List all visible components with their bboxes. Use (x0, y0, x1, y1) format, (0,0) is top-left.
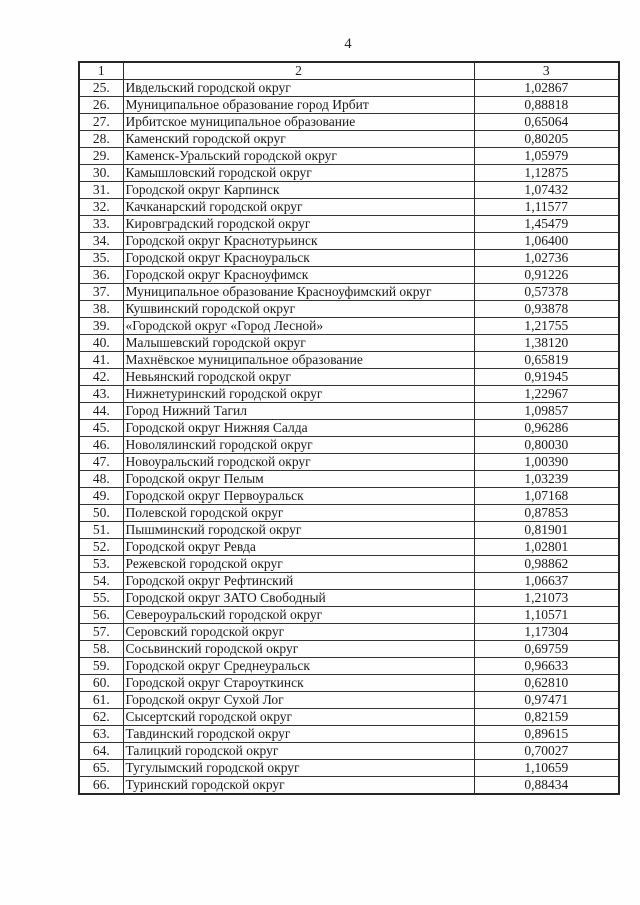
column-header-1: 1 (79, 62, 123, 80)
row-number: 55. (79, 590, 123, 607)
row-number: 52. (79, 539, 123, 556)
row-number: 54. (79, 573, 123, 590)
row-number: 65. (79, 760, 123, 777)
table-row (79, 284, 619, 301)
municipality-name: Сосьвинский городской округ (123, 641, 474, 658)
coefficient-value: 0,89615 (474, 726, 619, 743)
table-row (79, 658, 619, 675)
coefficient-value: 1,07432 (474, 182, 619, 199)
coefficient-value: 1,12875 (474, 165, 619, 182)
municipality-name: Ивдельский городской округ (123, 80, 474, 97)
coefficient-value: 1,10571 (474, 607, 619, 624)
coefficient-value: 0,98862 (474, 556, 619, 573)
page-number: 4 (344, 36, 352, 52)
table-row (79, 522, 619, 539)
coefficient-value: 1,21073 (474, 590, 619, 607)
coefficient-value: 0,80205 (474, 131, 619, 148)
coefficient-value: 0,97471 (474, 692, 619, 709)
coefficient-value: 0,81901 (474, 522, 619, 539)
table-row (79, 743, 619, 760)
row-number: 39. (79, 318, 123, 335)
row-number: 43. (79, 386, 123, 403)
row-number: 58. (79, 641, 123, 658)
municipality-name: Качканарский городской округ (123, 199, 474, 216)
table-row (79, 709, 619, 726)
coefficient-value: 1,22967 (474, 386, 619, 403)
row-number: 64. (79, 743, 123, 760)
row-number: 44. (79, 403, 123, 420)
coefficient-value: 0,65819 (474, 352, 619, 369)
table-row (79, 318, 619, 335)
coefficient-value: 1,21755 (474, 318, 619, 335)
coefficient-value: 1,10659 (474, 760, 619, 777)
row-number: 47. (79, 454, 123, 471)
table-row (79, 607, 619, 624)
municipality-name: Сысертский городской округ (123, 709, 474, 726)
row-number: 35. (79, 250, 123, 267)
table-row (79, 199, 619, 216)
municipality-name: Городской округ Краснотурьинск (123, 233, 474, 250)
municipality-name: Полевской городской округ (123, 505, 474, 522)
municipality-name: Пышминский городской округ (123, 522, 474, 539)
table-row (79, 641, 619, 658)
coefficient-value: 0,82159 (474, 709, 619, 726)
municipality-name: Городской округ Ревда (123, 539, 474, 556)
coefficient-value: 0,70027 (474, 743, 619, 760)
row-number: 49. (79, 488, 123, 505)
municipality-name: Кировградский городской округ (123, 216, 474, 233)
coefficient-value: 0,62810 (474, 675, 619, 692)
municipality-name: Туринский городской округ (123, 777, 474, 795)
coefficient-value: 1,02736 (474, 250, 619, 267)
municipality-name: Кушвинский городской округ (123, 301, 474, 318)
coefficient-value: 1,06400 (474, 233, 619, 250)
table-row (79, 301, 619, 318)
municipality-name: Городской округ Пелым (123, 471, 474, 488)
row-number: 57. (79, 624, 123, 641)
row-number: 32. (79, 199, 123, 216)
table-row (79, 114, 619, 131)
row-number: 25. (79, 80, 123, 97)
row-number: 59. (79, 658, 123, 675)
row-number: 66. (79, 777, 123, 795)
municipality-name: Тугулымский городской округ (123, 760, 474, 777)
table-row (79, 726, 619, 743)
table-row (79, 777, 619, 795)
coefficient-value: 1,02867 (474, 80, 619, 97)
municipality-name: Город Нижний Тагил (123, 403, 474, 420)
coefficient-value: 1,00390 (474, 454, 619, 471)
row-number: 31. (79, 182, 123, 199)
coefficient-value: 0,88818 (474, 97, 619, 114)
coefficient-value: 0,57378 (474, 284, 619, 301)
table-row (79, 182, 619, 199)
municipality-name: «Городской округ «Город Лесной» (123, 318, 474, 335)
row-number: 36. (79, 267, 123, 284)
row-number: 48. (79, 471, 123, 488)
table-row (79, 352, 619, 369)
municipality-name: Тавдинский городской округ (123, 726, 474, 743)
table-row (79, 471, 619, 488)
municipality-name: Североуральский городской округ (123, 607, 474, 624)
row-number: 27. (79, 114, 123, 131)
coefficient-value: 1,02801 (474, 539, 619, 556)
row-number: 56. (79, 607, 123, 624)
row-number: 38. (79, 301, 123, 318)
row-number: 37. (79, 284, 123, 301)
coefficient-value: 1,03239 (474, 471, 619, 488)
municipality-name: Городской округ Староуткинск (123, 675, 474, 692)
table-row (79, 624, 619, 641)
table-row (79, 80, 619, 97)
municipality-name: Каменск-Уральский городской округ (123, 148, 474, 165)
coefficient-value: 1,45479 (474, 216, 619, 233)
municipality-name: Городской округ Сухой Лог (123, 692, 474, 709)
table-row (79, 556, 619, 573)
municipality-name: Городской округ Первоуральск (123, 488, 474, 505)
coefficient-value: 1,38120 (474, 335, 619, 352)
municipality-name: Махнёвское муниципальное образование (123, 352, 474, 369)
table-row (79, 420, 619, 437)
municipality-name: Городской округ Среднеуральск (123, 658, 474, 675)
row-number: 29. (79, 148, 123, 165)
coefficient-value: 1,09857 (474, 403, 619, 420)
table-row (79, 148, 619, 165)
column-header-3: 3 (474, 62, 619, 80)
coefficient-value: 0,87853 (474, 505, 619, 522)
municipality-name: Серовский городской округ (123, 624, 474, 641)
municipality-name: Городской округ Красноуфимск (123, 267, 474, 284)
coefficient-value: 0,93878 (474, 301, 619, 318)
municipality-name: Городской округ Нижняя Салда (123, 420, 474, 437)
municipality-name: Камышловский городской округ (123, 165, 474, 182)
row-number: 46. (79, 437, 123, 454)
table-row (79, 250, 619, 267)
table-row (79, 403, 619, 420)
coefficient-value: 1,11577 (474, 199, 619, 216)
table-row (79, 454, 619, 471)
column-header-2: 2 (123, 62, 474, 80)
table-row (79, 386, 619, 403)
coefficient-value: 0,91945 (474, 369, 619, 386)
row-number: 42. (79, 369, 123, 386)
row-number: 40. (79, 335, 123, 352)
table-row (79, 97, 619, 114)
table-row (79, 539, 619, 556)
municipality-name: Талицкий городской округ (123, 743, 474, 760)
table-row (79, 505, 619, 522)
table-row (79, 165, 619, 182)
coefficient-value: 0,80030 (474, 437, 619, 454)
table-row (79, 437, 619, 454)
table-row (79, 590, 619, 607)
row-number: 34. (79, 233, 123, 250)
municipality-name: Новолялинский городской округ (123, 437, 474, 454)
municipality-name: Городской округ Рефтинский (123, 573, 474, 590)
municipality-name: Новоуральский городской округ (123, 454, 474, 471)
row-number: 53. (79, 556, 123, 573)
row-number: 63. (79, 726, 123, 743)
table-row (79, 760, 619, 777)
coefficient-value: 0,91226 (474, 267, 619, 284)
municipality-name: Нижнетуринский городской округ (123, 386, 474, 403)
coefficient-value: 1,07168 (474, 488, 619, 505)
municipality-name: Городской округ Карпинск (123, 182, 474, 199)
row-number: 61. (79, 692, 123, 709)
municipality-name: Городской округ Красноуральск (123, 250, 474, 267)
row-number: 51. (79, 522, 123, 539)
row-number: 33. (79, 216, 123, 233)
table-row (79, 335, 619, 352)
table-row (79, 675, 619, 692)
coefficient-value: 1,06637 (474, 573, 619, 590)
municipality-name: Каменский городской округ (123, 131, 474, 148)
municipality-name: Малышевский городской округ (123, 335, 474, 352)
coefficient-value: 0,96633 (474, 658, 619, 675)
table-row (79, 233, 619, 250)
table-row (79, 267, 619, 284)
row-number: 26. (79, 97, 123, 114)
coefficient-value: 0,65064 (474, 114, 619, 131)
coefficient-value: 1,05979 (474, 148, 619, 165)
row-number: 41. (79, 352, 123, 369)
table-row (79, 692, 619, 709)
row-number: 30. (79, 165, 123, 182)
table-row (79, 573, 619, 590)
coefficient-value: 0,96286 (474, 420, 619, 437)
coefficient-value: 0,88434 (474, 777, 619, 795)
municipality-name: Невьянский городской округ (123, 369, 474, 386)
row-number: 28. (79, 131, 123, 148)
municipality-name: Городской округ ЗАТО Свободный (123, 590, 474, 607)
coefficients-table (78, 61, 620, 795)
table-row (79, 488, 619, 505)
table-header-row (79, 62, 619, 80)
coefficient-value: 1,17304 (474, 624, 619, 641)
municipality-name: Муниципальное образование город Ирбит (123, 97, 474, 114)
municipality-name: Режевской городской округ (123, 556, 474, 573)
table-body (79, 80, 619, 795)
row-number: 62. (79, 709, 123, 726)
row-number: 45. (79, 420, 123, 437)
row-number: 60. (79, 675, 123, 692)
municipality-name: Муниципальное образование Красноуфимский округ (123, 284, 474, 301)
table-row (79, 131, 619, 148)
coefficient-value: 0,69759 (474, 641, 619, 658)
row-number: 50. (79, 505, 123, 522)
table-row (79, 369, 619, 386)
table-row (79, 216, 619, 233)
municipality-name: Ирбитское муниципальное образование (123, 114, 474, 131)
